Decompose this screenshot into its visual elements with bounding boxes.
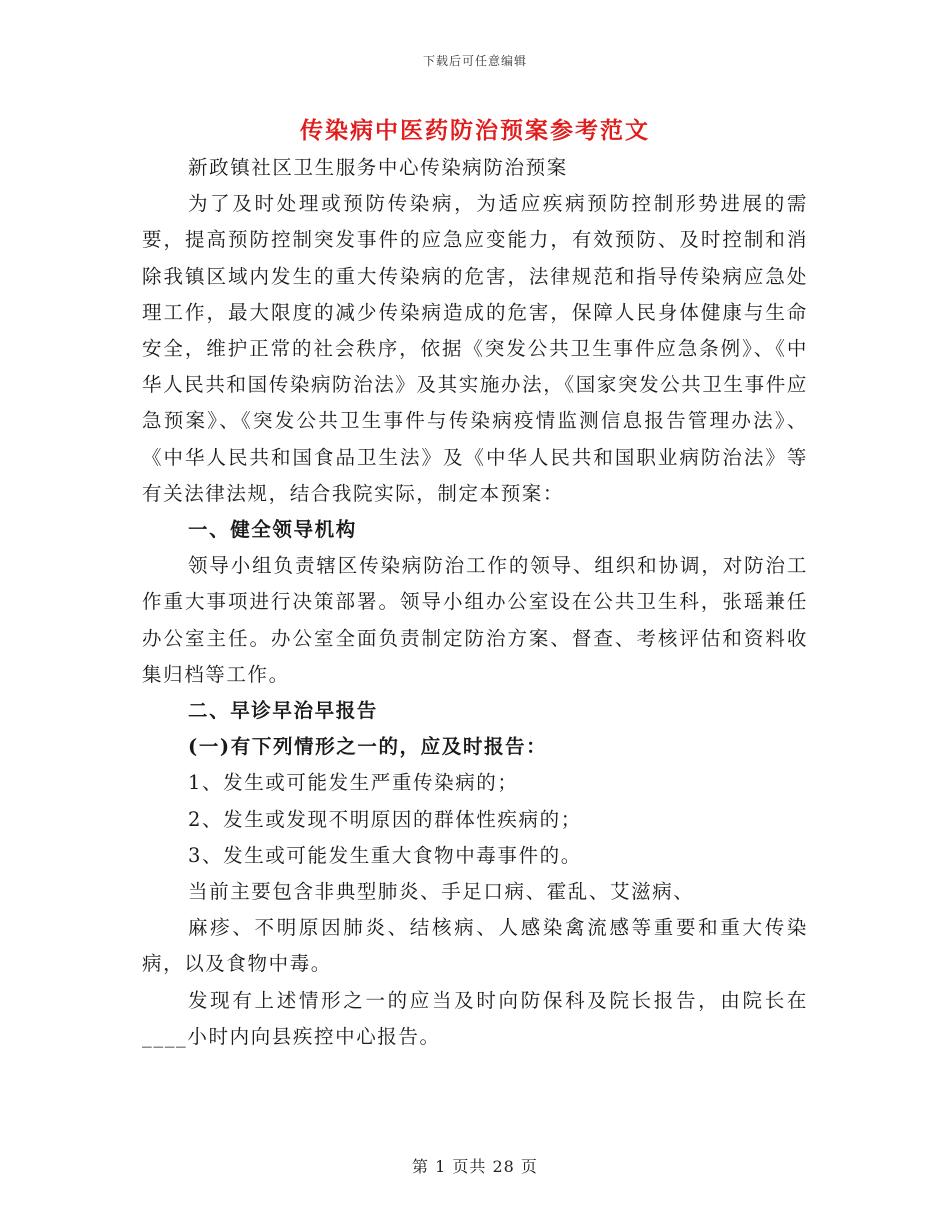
subsection-heading-report-conditions: (一)有下列情形之一的，应及时报告： xyxy=(188,735,548,759)
page-footer-pagination: 第 1 页共 28 页 xyxy=(412,1157,538,1176)
document-body xyxy=(142,150,808,1055)
intro-paragraph: 为了及时处理或预防传染病，为适应疾病预防控制形势进展的需要，提高预防控制突发事件的应急应变能力，有效预防、及时控制和消除我镇区域内发生的重大传染病的危害，法律规范和指导传染病应急处理工作，最大限度的减少传染病造成的危害，保障人民身体健康与生命安全，维护正常的社会秩序，依据《突发公共卫生事件应急条例》、《中华人民共和国传染病防治法》及其实施办法，《国家突发公共卫生事件应急预案》、《突发公共卫生事件与传染病疫情监测信息报告管理办法》、《中华人民共和国食品卫生法》及《中华人民共和国职业病防治法》等有关法律法规，结合我院实际，制定本预案： xyxy=(142,192,808,505)
document-title: 传染病中医药防治预案参考范文 xyxy=(300,117,650,144)
section-heading-early-report: 二、早诊早治早报告 xyxy=(188,699,378,723)
list-item: 1、发生或可能发生严重传染病的； xyxy=(188,771,519,795)
disease-note-paragraph: 麻疹、不明原因肺炎、结核病、人感染禽流感等重要和重大传染病，以及食物中毒。 xyxy=(142,916,808,976)
list-item: 2、发生或发现不明原因的群体性疾病的； xyxy=(188,807,582,831)
document-subtitle: 新政镇社区卫生服务中心传染病防治预案 xyxy=(188,156,568,179)
page-header-note: 下载后可任意编辑 xyxy=(422,54,527,68)
section-body-leadership: 领导小组负责辖区传染病防治工作的领导、组织和协调，对防治工作重大事项进行决策部署。领导小组办公室设在公共卫生科，张瑶兼任办公室主任。办公室全面负责制定防治方案、督查、考核评估和资料收集归档等工作。 xyxy=(142,554,808,686)
section-heading-leadership: 一、健全领导机构 xyxy=(188,518,357,542)
disease-note-line: 当前主要包含非典型肺炎、手足口病、霍乱、艾滋病、 xyxy=(188,880,695,904)
report-procedure-paragraph: 发现有上述情形之一的应当及时向防保科及院长报告，由院长在____小时内向县疾控中心报告。 xyxy=(142,988,808,1048)
list-item: 3、发生或可能发生重大食物中毒事件的。 xyxy=(188,843,582,867)
